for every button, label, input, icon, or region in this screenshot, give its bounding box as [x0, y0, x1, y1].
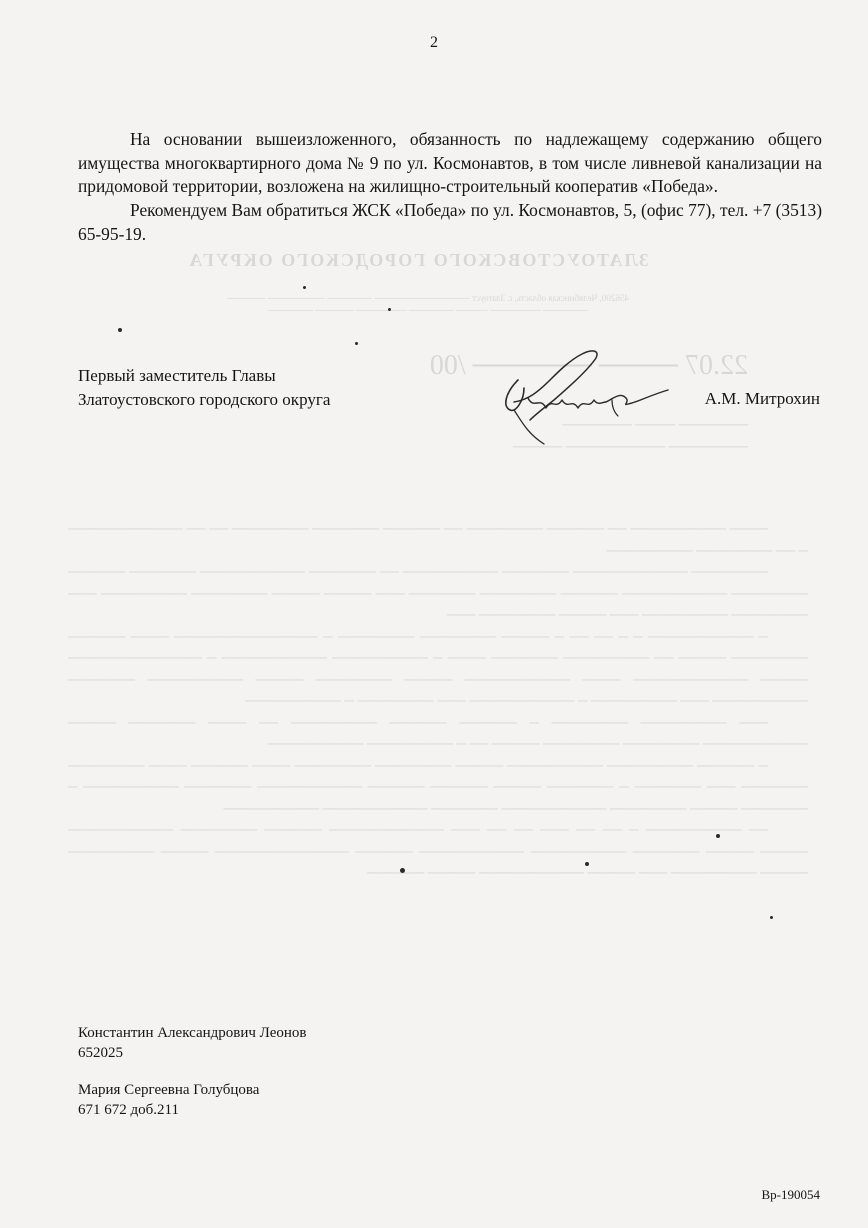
contact-name: Мария Сергеевна Голубцова — [78, 1082, 260, 1098]
scan-speck — [585, 862, 589, 866]
handwritten-signature — [458, 340, 678, 452]
contact-entry — [78, 1023, 307, 1063]
signatory-position-line: Златоустовского городского округа — [78, 389, 331, 409]
body-paragraph: Рекомендуем Вам обратиться ЖСК «Победа» по ул. Космонавтов, 5, (офис 77), тел. +7 (3513) 65-95-19. — [78, 200, 822, 244]
show-through-back-page: ЗЛАТОУСТОВСКОГО ГОРОДСКОГО ОКРУГА 456200, Челябинская область, г. Златоуст ─────────────── ─────── ───────── ────── ─────── ──────── ───── ─────── ──────── ────── ─────── 22.07 ──── ────── /00 ─────── ──── ─────── ──────── ────────── ───── ──── ────────── ── ────── ──────── ── ────── ─────── ──────── ── ── ──────────── ─ ── ──────── ───────── ──────── ──────────── ─────── ────────── ── ─────── ─────────── ─────── ────── ──────── ─────────── ────── ──────── ─────── ─── ───── ───── ──────── ───────── ─── ──────── ───────── ─── ───── ──────── ─── ─ ─────────── ─ ─ ── ── ─ ───── ──────── ──────── ─ ─────────────── ──── ────── ──────── ───── ── ───────── ─────── ──── ─ ────────── ─────────── ─ ────────────── ───── ──────────── ──── ─────────── ───── ──────── ───── ────────── ─────── ────────── ─── ───────── ─ ─────────── ─── ──────── ─ ────────── ─── ───────── ──────── ─ ────── ────── ───────── ── ──── ─────── ───── ─────────── ──────── ──────── ───── ── ─ ───────── ────────── ─ ────── ───────── ────────── ───── ──────── ──────── ──── ────── ──── ──────── ─────── ─── ─────── ─ ─────── ───── ────── ────── ─────────── ─────── ────────── ─ ─────── ───── ──────── ─────────── ─────── ─────────── ────────── ── ────────── ─ ── ── ─── ── ── ─── ──────────── ────── ──────── ─────────── ───── ───── ─────── ────────── ─────────── ────── ────────────── ───── ───────── ───── ───────── ─── ───── ─────────── ───── ────── — [68, 250, 808, 880]
letter-body — [78, 128, 822, 247]
signatory-name: А.М. Митрохин — [704, 389, 820, 408]
scan-speck — [303, 286, 306, 289]
signatory-position-line: Первый заместитель Главы — [78, 366, 276, 385]
scan-speck — [400, 868, 405, 873]
contacts-block — [78, 1023, 307, 1137]
contact-name: Константин Александрович Леонов — [78, 1025, 307, 1041]
scan-speck — [355, 342, 358, 345]
scan-speck — [770, 916, 773, 919]
contact-phone: 671 672 доб.211 — [78, 1102, 179, 1118]
signatory-position — [78, 364, 330, 411]
document-code: Вр-190054 — [761, 1187, 820, 1202]
body-paragraph: На основании вышеизложенного, обязанность по надлежащему содержанию общего имущества многоквартирного дома № 9 по ул. Космонавтов, в том числе ливневой канализации на придомовой территории, возложена на жилищно-строительный кооператив «Победа». — [78, 129, 822, 197]
scan-speck — [716, 834, 720, 838]
scan-speck — [388, 308, 391, 311]
contact-entry — [78, 1080, 307, 1120]
page-number: 2 — [430, 34, 438, 51]
scan-speck — [118, 328, 122, 332]
contact-phone: 652025 — [78, 1045, 123, 1061]
